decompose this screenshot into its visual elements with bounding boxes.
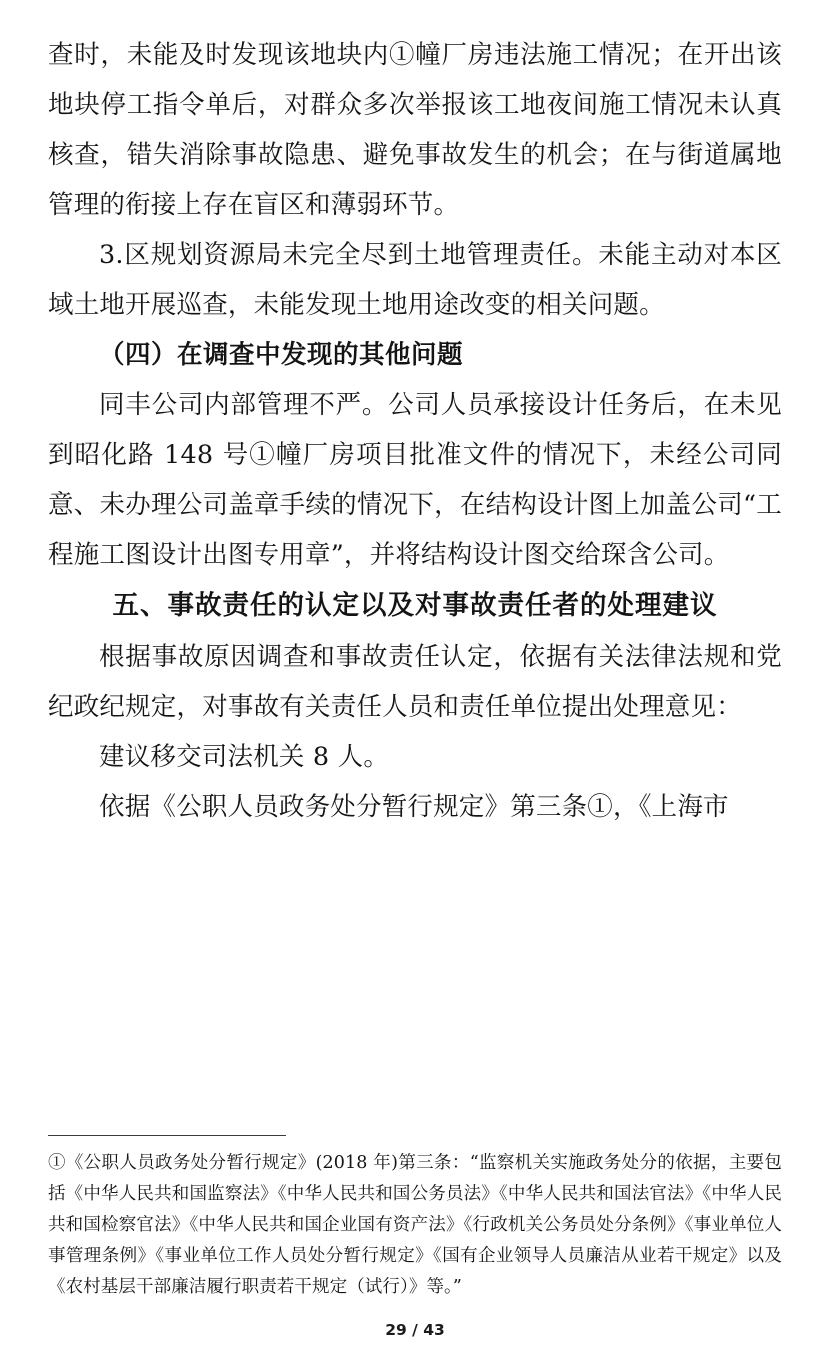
footnote-area	[48, 1135, 782, 1303]
document-body	[48, 30, 782, 832]
footnote-separator	[48, 1135, 286, 1136]
paragraph-continuation: 查时，未能及时发现该地块内①幢厂房违法施工情况；在开出该地块停工指令单后，对群众多次举报该工地夜间施工情况未认真核查，错失消除事故隐患、避免事故发生的机会；在与街道属地管理的衔接上存在盲区和薄弱环节。	[48, 40, 782, 220]
footnote-text: ①《公职人员政务处分暂行规定》(2018 年)第三条：“监察机关实施政务处分的依据，主要包括《中华人民共和国监察法》《中华人民共和国公务员法》《中华人民共和国法官法》《中华人民共和国检察官法》《中华人民共和国企业国有资产法》《行政机关公务员处分条例》《事业单位人事管理条例》《事业单位工作人员处分暂行规定》《国有企业领导人员廉洁从业若干规定》以及《农村基层干部廉洁履行职责若干规定（试行）》等。”	[48, 1153, 782, 1297]
paragraph-judicial-transfer: 建议移交司法机关 8 人。	[99, 742, 390, 772]
paragraph-section-3: 3.区规划资源局未完全尽到土地管理责任。未能主动对本区域土地开展巡查，未能发现土地用途改变的相关问题。	[48, 240, 782, 320]
paragraph-other-issues: 同丰公司内部管理不严。公司人员承接设计任务后，在未见到昭化路 148 号①幢厂房项目批准文件的情况下，未经公司同意、未办理公司盖章手续的情况下，在结构设计图上加盖公司“工程施工图设计出图专用章”，并将结构设计图交给琛含公司。	[48, 390, 782, 570]
paragraph-regulation-basis: 依据《公职人员政务处分暂行规定》第三条①，《上海市	[99, 792, 729, 822]
heading-section-five: 五、事故责任的认定以及对事故责任者的处理建议	[112, 590, 718, 621]
page-number: 29 / 43	[385, 1321, 445, 1339]
heading-section-four: （四）在调查中发现的其他问题	[99, 340, 464, 370]
paragraph-handling-opinions: 根据事故原因调查和事故责任认定，依据有关法律法规和党纪政纪规定，对事故有关责任人员和责任单位提出处理意见：	[48, 642, 782, 722]
